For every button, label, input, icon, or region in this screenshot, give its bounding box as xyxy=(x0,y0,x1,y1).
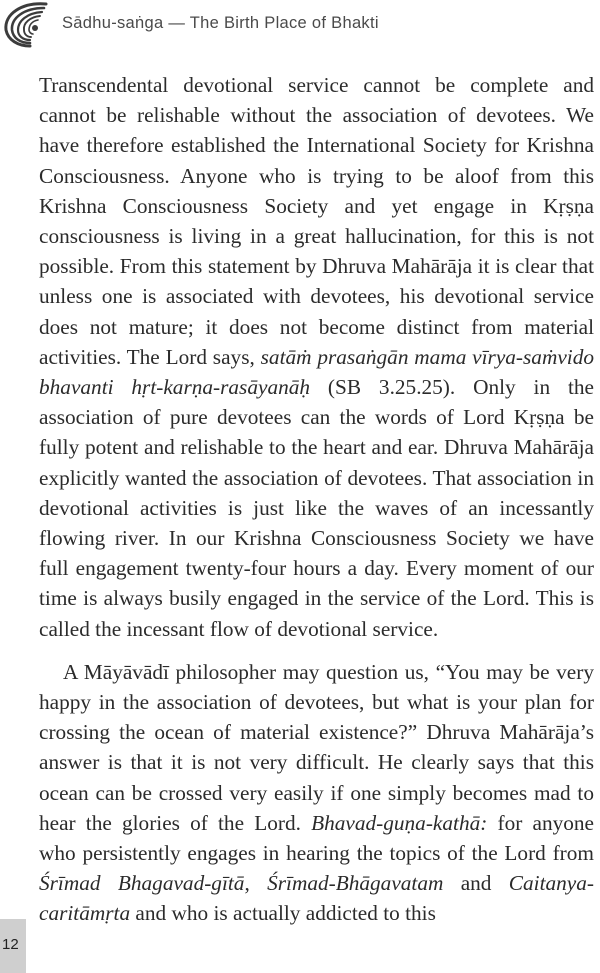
body-text xyxy=(39,70,594,929)
text-run: (SB 3.25.25). Only in the association of pure devotees can the words of Lord Kṛṣṇa be fully potent and relishable to the heart and ear. Dhruva Mahārāja explicitly wanted the association of devotees. That association in devotional activities is just like the waves of an incessantly flowing river. In our Krishna Consciousness Society we have full engagement twenty-four hours a day. Every moment of our time is always busily engaged in the service of the Lord. This is called the incessant flow of devotional service. xyxy=(39,375,595,641)
italic-text-run: Śrīmad Bhagavad-gītā xyxy=(39,871,245,896)
paragraph-2 xyxy=(39,657,594,929)
text-run: Transcendental devotional service cannot be complete and cannot be relishable without the association of devotees. We have therefore established the International Society for Krishna Consciousness. Anyone who is trying to be aloof from this Krishna Consciousness Society and yet engage in Kṛṣṇa consciousness is living in a great hallucination, for this is not possible. From this statement by Dhruva Mahārāja it is clear that unless one is associated with devotees, his devotional service does not mature; it does not become distinct from material activities. The Lord says, xyxy=(39,73,594,369)
running-head-title: Sādhu-saṅga — The Birth Place of Bhakti xyxy=(62,14,379,32)
italic-text-run: Bhavad-guṇa-kathā: xyxy=(311,810,488,835)
text-run: , xyxy=(244,871,268,896)
text-run: and xyxy=(443,871,509,896)
peacock-feather-icon xyxy=(0,0,52,48)
page-number: 12 xyxy=(2,936,19,953)
page-number-tab xyxy=(0,919,26,973)
text-run: for anyone who persistently engages in hearing the topics of the Lord from xyxy=(39,810,594,866)
italic-text-run: satāṁ prasaṅgān mama vīrya-saṁvido bhavanti hṛt-karṇa-rasāyanāḥ xyxy=(39,344,595,400)
text-run: and who is actually addicted to this xyxy=(130,901,436,926)
text-run: A Māyāvādī philosopher may question us, “You may be very happy in the association of devotees, but what is your plan for crossing the ocean of material existence?” Dhruva Mahārāja’s answer is that it is not very difficult. He clearly says that this ocean can be crossed very easily if one simply becomes mad to hear the glories of the Lord. xyxy=(39,659,594,835)
paragraph-1 xyxy=(39,70,594,644)
italic-text-run: Caitanya-caritāmṛta xyxy=(39,871,594,926)
italic-text-run: Śrīmad-Bhāgavatam xyxy=(267,871,444,896)
running-head xyxy=(0,0,600,50)
